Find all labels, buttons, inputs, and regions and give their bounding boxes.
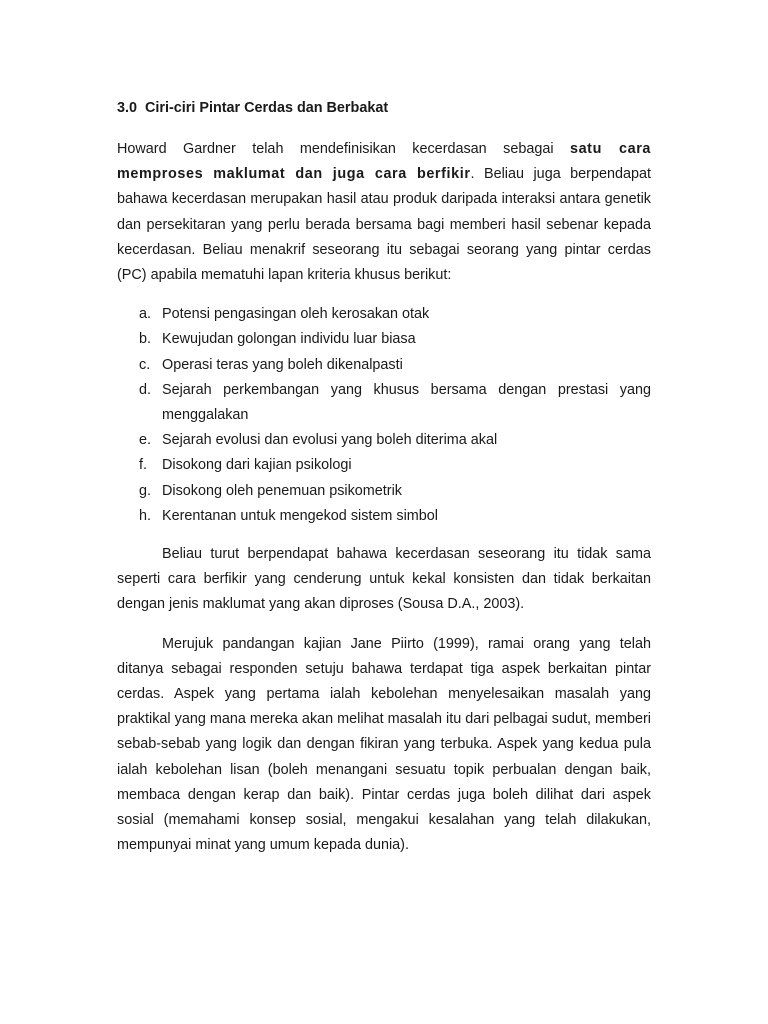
list-item-marker: d.	[139, 381, 152, 398]
list-item-text: Kerentanan untuk mengekod sistem simbol	[162, 507, 438, 524]
paragraph-sousa: Beliau turut berpendapat bahawa kecerdasan seseorang itu tidak sama seperti cara berfikir yang cenderung untuk kekal konsisten dan tidak berkaitan dengan jenis maklumat yang akan diproses (Sousa D.A., 2003).	[117, 546, 651, 613]
document-page	[117, 96, 651, 858]
list-item-marker: b.	[139, 331, 152, 348]
list-item	[117, 378, 651, 428]
list-item-text: Sejarah perkembangan yang khusus bersama dengan prestasi yang menggalakan	[162, 381, 651, 424]
list-item	[117, 327, 651, 352]
list-item	[117, 504, 651, 529]
list-item-marker: a.	[139, 306, 152, 323]
list-item-text: Disokong dari kajian psikologi	[162, 457, 352, 474]
list-item	[117, 302, 651, 327]
list-item	[117, 353, 651, 378]
list-item-marker: c.	[139, 356, 151, 373]
section-number: 3.0	[117, 100, 138, 116]
list-item-marker: h.	[139, 507, 152, 524]
paragraph-gardner-definition	[117, 137, 651, 288]
paragraph-piirto: Merujuk pandangan kajian Jane Piirto (1999), ramai orang yang telah ditanya sebagai responden setuju bahawa terdapat tiga aspek berkaitan pintar cerdas. Aspek yang pertama ialah kebolehan menyelesaikan masalah yang praktikal yang mana mereka akan melihat masalah itu dari pelbagai sudut, memberi sebab-sebab yang logik dan dengan fikiran yang terbuka. Aspek yang kedua pula ialah kebolehan lisan (boleh menangani sesuatu topik perbualan dengan baik, membaca dengan kerap dan baik). Pintar cerdas juga boleh dilihat dari aspek sosial (memahami konsep sosial, mengakui kesalahan yang telah dilakukan, mempunyai minat yang umum kepada dunia).	[117, 635, 651, 854]
paragraph1-intro-text: Howard Gardner telah mendefinisikan kecerdasan sebagai	[117, 141, 570, 157]
list-item	[117, 479, 651, 504]
paragraph1-body-text: . Beliau juga berpendapat bahawa kecerdasan merupakan hasil atau produk daripada interaksi antara genetik dan persekitaran yang perlu berada bersama bagi memberi hasil sebenar kepada kecerdasan. Beliau menakrif seseorang itu sebagai seorang yang pintar cerdas (PC) apabila mematuhi lapan kriteria khusus berikut:	[117, 166, 651, 284]
list-item	[117, 428, 651, 453]
list-item-text: Operasi teras yang boleh dikenalpasti	[162, 356, 403, 373]
list-item-text: Sejarah evolusi dan evolusi yang boleh diterima akal	[162, 432, 498, 449]
paragraph1-bold-definition: satu cara memproses maklumat dan juga cara berfikir	[117, 141, 651, 183]
list-item-marker: f.	[139, 457, 147, 474]
criteria-list	[117, 302, 651, 529]
list-item-text: Kewujudan golongan individu luar biasa	[162, 331, 416, 348]
section-title: Ciri-ciri Pintar Cerdas dan Berbakat	[145, 100, 389, 116]
list-item-text: Disokong oleh penemuan psikometrik	[162, 482, 402, 499]
section-heading	[117, 96, 651, 121]
list-item-text: Potensi pengasingan oleh kerosakan otak	[162, 306, 430, 323]
list-item	[117, 453, 651, 478]
list-item-marker: g.	[139, 482, 152, 499]
list-item-marker: e.	[139, 432, 152, 449]
